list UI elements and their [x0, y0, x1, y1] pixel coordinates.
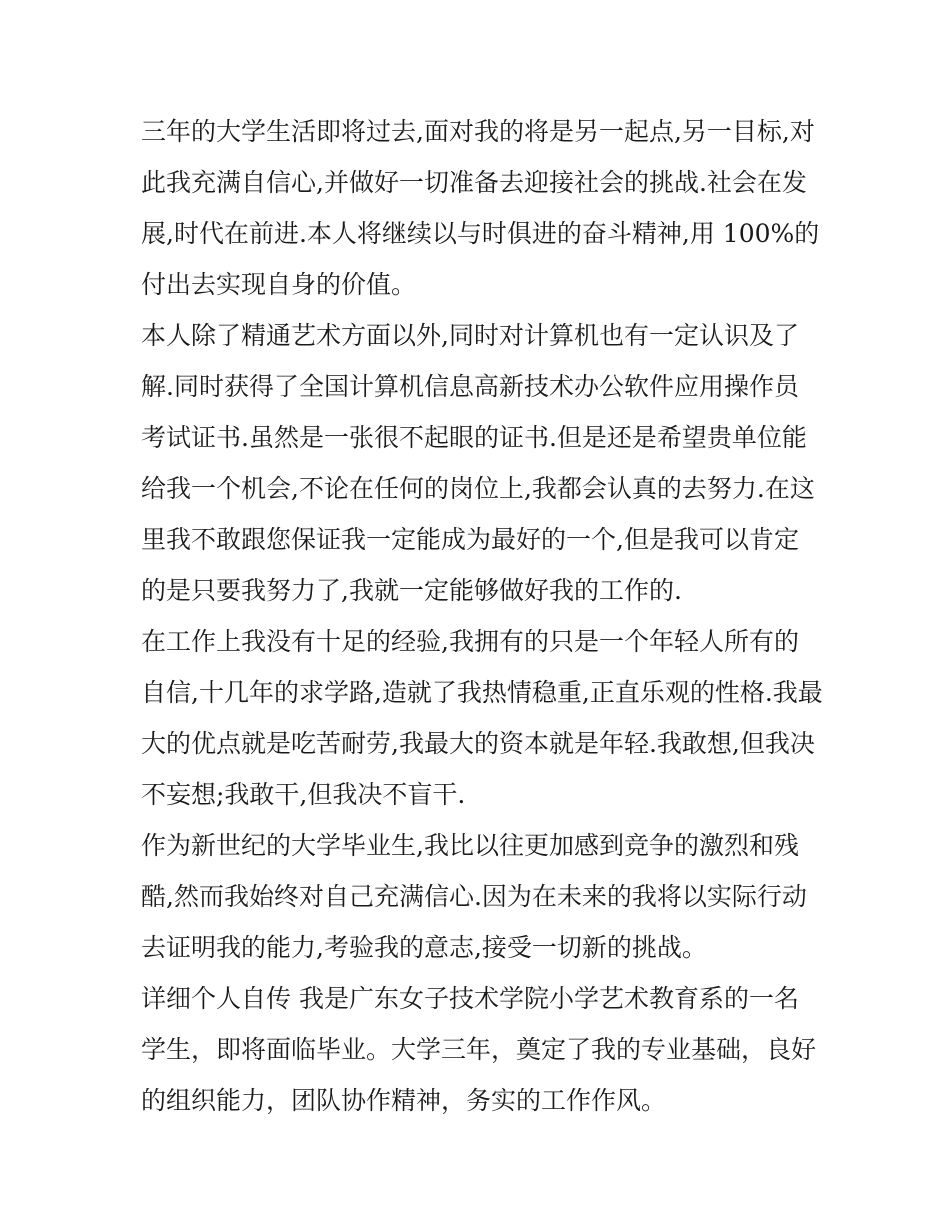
text-line: 里我不敢跟您保证我一定能成为最好的一个,但是我可以肯定	[141, 525, 799, 554]
text-line: 作为新世纪的大学毕业生,我比以往更加感到竞争的激烈和残	[141, 831, 799, 860]
text-line: 详细个人自传 我是广东女子技术学院小学艺术教育系的一名	[141, 984, 799, 1013]
text-line: 去证明我的能力,考验我的意志,接受一切新的挑战。	[141, 933, 707, 962]
text-line: 大的优点就是吃苦耐劳,我最大的资本就是年轻.我敢想,但我决	[141, 729, 815, 758]
document-body	[141, 106, 821, 1126]
text-line: 考试证书.虽然是一张很不起眼的证书.但是还是希望贵单位能	[141, 423, 807, 452]
text-line: 在工作上我没有十足的经验,我拥有的只是一个年轻人所有的	[141, 627, 799, 656]
text-line: 不妄想;我敢干,但我决不盲干.	[141, 780, 466, 809]
text-line: 解.同时获得了全国计算机信息高新技术办公软件应用操作员	[141, 372, 799, 401]
text-line: 三年的大学生活即将过去,面对我的将是另一起点,另一目标,对	[141, 117, 815, 146]
text-line: 本人除了精通艺术方面以外,同时对计算机也有一定认识及了	[141, 321, 799, 350]
text-line: 给我一个机会,不论在任何的岗位上,我都会认真的去努力.在这	[141, 474, 815, 503]
text-line: 展,时代在前进.本人将继续以与时俱进的奋斗精神,用 100%的	[141, 219, 820, 248]
text-line: 的组织能力，团队协作精神，务实的工作作风。	[141, 1086, 667, 1115]
text-line: 付出去实现自身的价值。	[141, 270, 417, 299]
text-line: 学生，即将面临毕业。大学三年，奠定了我的专业基础，良好	[141, 1035, 817, 1064]
text-line: 的是只要我努力了,我就一定能够做好我的工作的.	[141, 576, 682, 605]
text-line: 酷,然而我始终对自己充满信心.因为在未来的我将以实际行动	[141, 882, 807, 911]
text-line: 此我充满自信心,并做好一切准备去迎接社会的挑战.社会在发	[141, 168, 807, 197]
text-line: 自信,十几年的求学路,造就了我热情稳重,正直乐观的性格.我最	[141, 678, 823, 707]
